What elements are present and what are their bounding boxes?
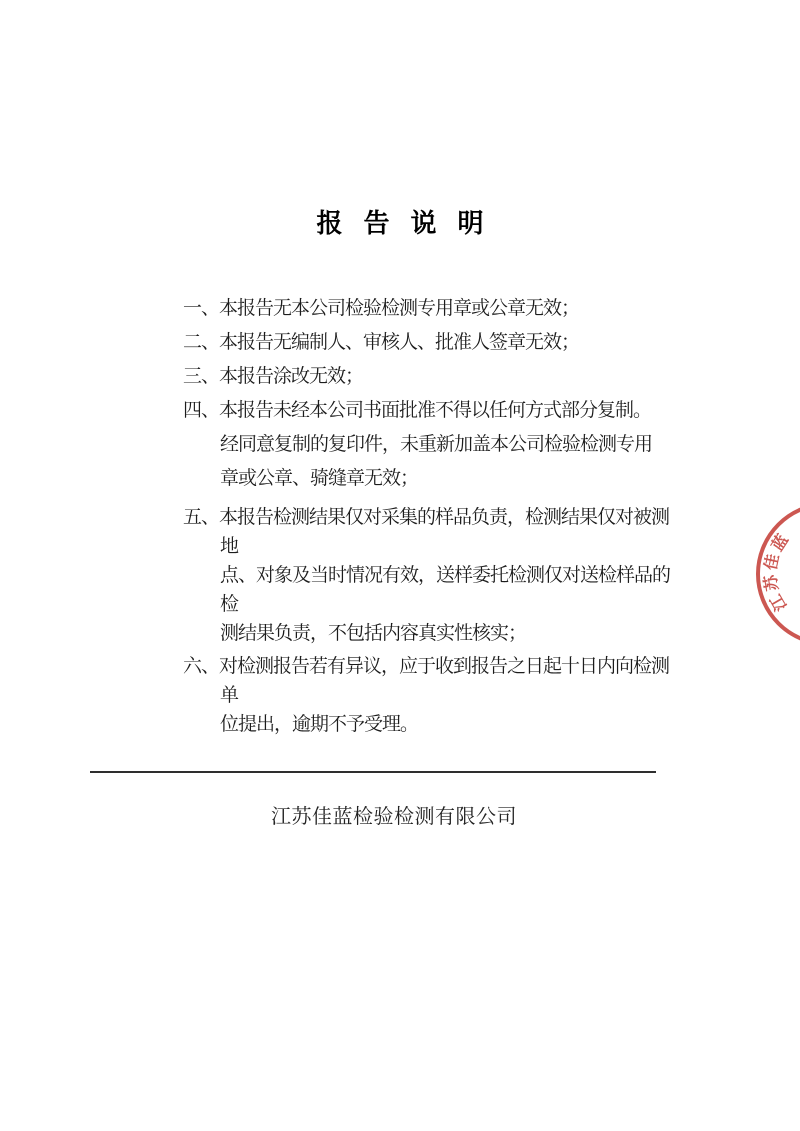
note-item-1 — [183, 292, 675, 326]
note-line: 点、对象及当时情况有效，送样委托检测仅对送检样品的检 — [220, 565, 671, 615]
company-name: 江苏佳蓝检验检测有限公司 — [271, 806, 517, 828]
seal-char: 蓝 — [769, 531, 793, 555]
note-line — [183, 652, 675, 710]
item-number: 二、 — [183, 332, 220, 353]
item-text: 对检测报告若有异议，应于收到报告之日起十日内向检测单 — [219, 656, 670, 706]
footer-divider — [90, 771, 656, 773]
note-line: 经同意复制的复印件，未重新加盖本公司检验检测专用 — [220, 434, 653, 455]
item-text: 本报告无编制人、审核人、批准人签章无效； — [219, 332, 580, 353]
note-line — [183, 326, 675, 360]
seal-char: 江 — [767, 591, 791, 614]
item-text: 本报告涂改无效； — [219, 366, 364, 387]
note-item-3 — [183, 360, 675, 394]
company-seal-stamp — [750, 496, 800, 652]
note-line: 测结果负责，不包括内容真实性核实； — [220, 623, 527, 644]
note-item-5 — [183, 503, 675, 648]
notes-list — [183, 292, 675, 739]
item-number: 三、 — [183, 366, 220, 387]
seal-char: 苏 — [762, 573, 782, 593]
note-item-4 — [183, 394, 675, 496]
item-text: 本报告无本公司检验检测专用章或公章无效； — [219, 298, 580, 319]
note-line: 位提出，逾期不予受理。 — [220, 714, 419, 735]
note-line: 章或公章、骑缝章无效； — [220, 468, 419, 489]
note-item-2 — [183, 326, 675, 360]
note-item-6 — [183, 652, 675, 739]
item-text: 本报告检测结果仅对采集的样品负责，检测结果仅对被测地 — [219, 507, 670, 557]
page-title: 报告说明 — [316, 209, 505, 238]
note-line — [183, 503, 675, 561]
item-number: 六、 — [183, 656, 220, 677]
item-number: 一、 — [183, 298, 220, 319]
item-number: 五、 — [183, 507, 220, 528]
note-line — [183, 292, 675, 326]
seal-char: 佳 — [762, 552, 783, 572]
item-number: 四、 — [183, 400, 220, 421]
item-text: 本报告未经本公司书面批准不得以任何方式部分复制。 — [219, 400, 652, 421]
note-line — [183, 394, 675, 428]
note-line — [183, 360, 675, 394]
